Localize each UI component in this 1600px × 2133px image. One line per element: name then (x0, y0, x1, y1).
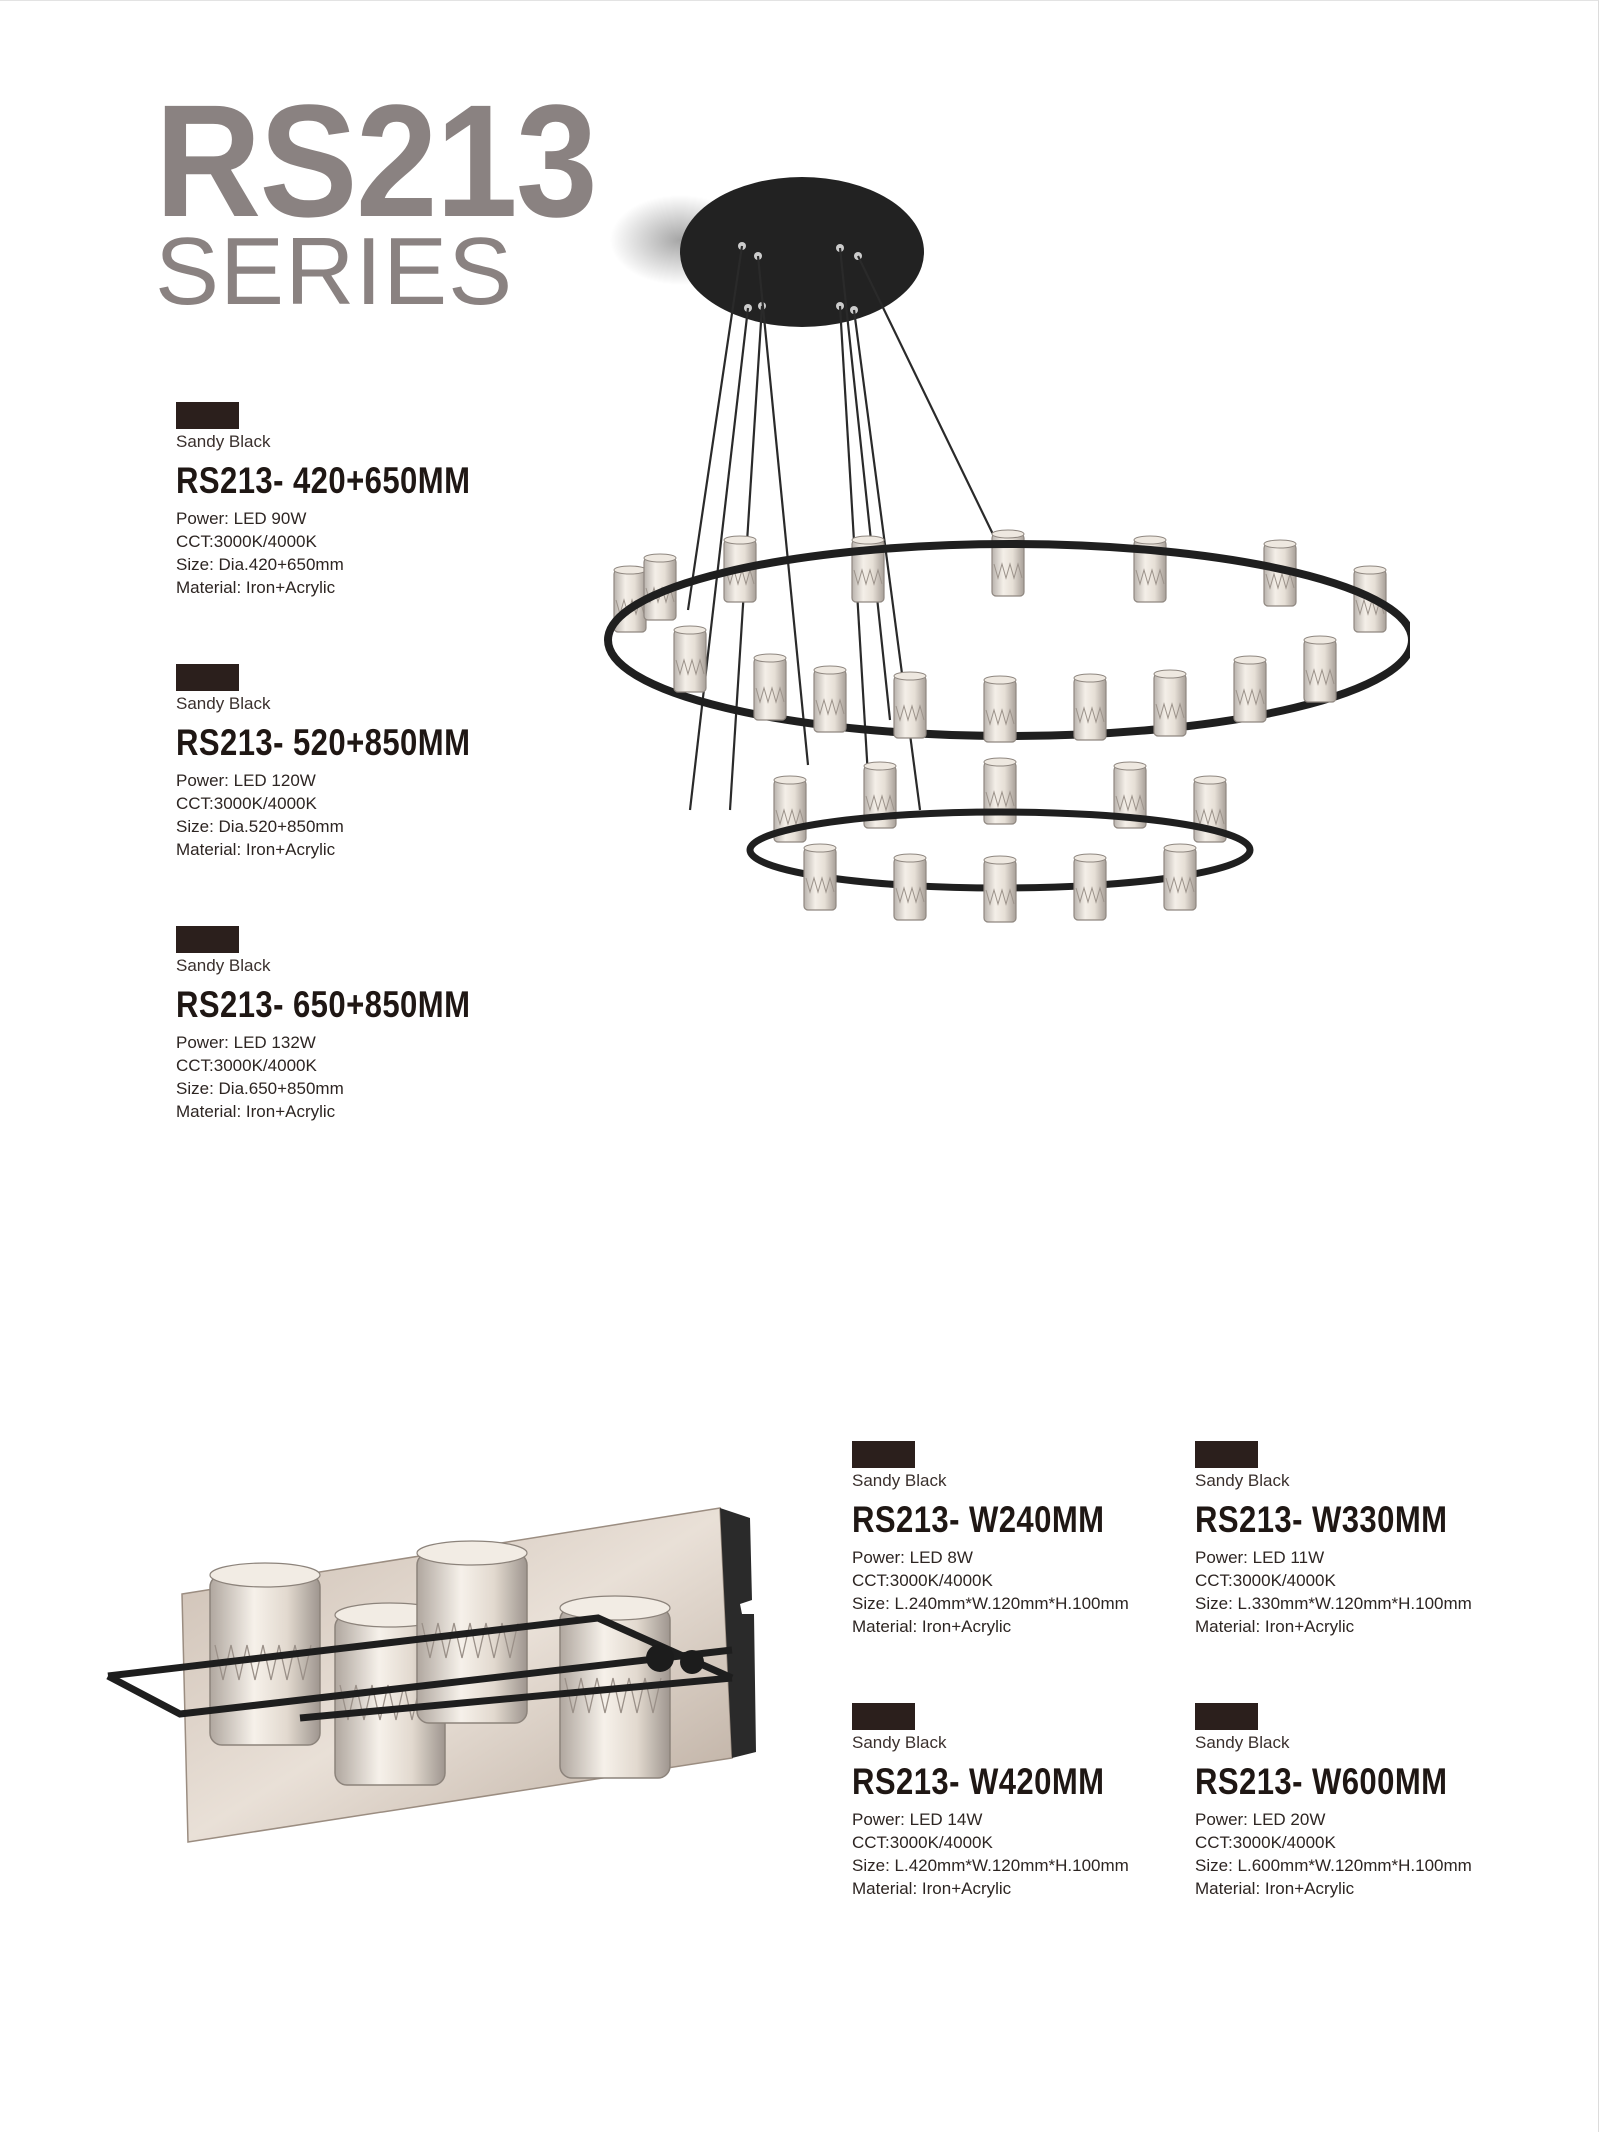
model-number: RS213- 420+650MM (176, 460, 471, 501)
spec-block (176, 664, 536, 861)
spec-size: Size: L.240mm*W.120mm*H.100mm (852, 1594, 1129, 1613)
spec-power: Power: LED 20W (1195, 1810, 1326, 1829)
spec-size: Size: L.330mm*W.120mm*H.100mm (1195, 1594, 1472, 1613)
model-number: RS213- W600MM (1195, 1761, 1448, 1802)
spec-cct: CCT:3000K/4000K (176, 532, 317, 551)
series-code: RS213 (155, 71, 596, 250)
spec-power: Power: LED 11W (1195, 1548, 1325, 1567)
spec-size: Size: Dia.420+650mm (176, 555, 344, 574)
color-swatch (852, 1703, 915, 1730)
color-name: Sandy Black (1195, 1733, 1290, 1752)
color-swatch (1195, 1441, 1258, 1468)
spec-block (176, 402, 536, 599)
spec-size: Size: L.600mm*W.120mm*H.100mm (1195, 1856, 1472, 1875)
spec-size: Size: Dia.650+850mm (176, 1079, 344, 1098)
color-name: Sandy Black (176, 694, 271, 713)
model-number: RS213- W330MM (1195, 1499, 1448, 1540)
color-name: Sandy Black (176, 432, 271, 451)
lower-ring (750, 758, 1250, 922)
spec-cct: CCT:3000K/4000K (1195, 1833, 1336, 1852)
series-word: SERIES (155, 218, 514, 325)
spec-power: Power: LED 132W (176, 1033, 316, 1052)
spec-block (852, 1703, 1212, 1900)
model-number: RS213- 520+850MM (176, 722, 471, 763)
spec-cct: CCT:3000K/4000K (176, 794, 317, 813)
spec-material: Material: Iron+Acrylic (176, 578, 336, 597)
color-swatch (176, 664, 239, 691)
spec-block (176, 926, 536, 1123)
spec-block (1195, 1703, 1555, 1900)
series-title (155, 71, 634, 325)
model-number: RS213- W240MM (852, 1499, 1105, 1540)
chandelier-image (590, 160, 1410, 1140)
color-name: Sandy Black (176, 956, 271, 975)
ceiling-canopy (680, 177, 924, 327)
spec-block (852, 1441, 1212, 1638)
upper-ring (608, 530, 1410, 742)
spec-block (1195, 1441, 1555, 1638)
spec-size: Size: Dia.520+850mm (176, 817, 344, 836)
wall-lamp-image (100, 1490, 760, 1850)
spec-cct: CCT:3000K/4000K (852, 1571, 993, 1590)
spec-size: Size: L.420mm*W.120mm*H.100mm (852, 1856, 1129, 1875)
color-name: Sandy Black (852, 1471, 947, 1490)
spec-power: Power: LED 14W (852, 1810, 983, 1829)
model-number: RS213- W420MM (852, 1761, 1105, 1802)
color-swatch (852, 1441, 915, 1468)
spec-power: Power: LED 120W (176, 771, 316, 790)
spec-material: Material: Iron+Acrylic (852, 1879, 1012, 1898)
color-swatch (176, 926, 239, 953)
color-swatch (1195, 1703, 1258, 1730)
model-number: RS213- 650+850MM (176, 984, 471, 1025)
spec-material: Material: Iron+Acrylic (1195, 1879, 1355, 1898)
mount-knob (646, 1644, 674, 1672)
spec-material: Material: Iron+Acrylic (176, 840, 336, 859)
spec-power: Power: LED 8W (852, 1548, 973, 1567)
spec-power: Power: LED 90W (176, 509, 307, 528)
spec-material: Material: Iron+Acrylic (1195, 1617, 1355, 1636)
spec-material: Material: Iron+Acrylic (176, 1102, 336, 1121)
color-name: Sandy Black (852, 1733, 947, 1752)
color-swatch (176, 402, 239, 429)
spec-cct: CCT:3000K/4000K (1195, 1571, 1336, 1590)
mount-knob (680, 1650, 704, 1674)
spec-material: Material: Iron+Acrylic (852, 1617, 1012, 1636)
spec-cct: CCT:3000K/4000K (176, 1056, 317, 1075)
color-name: Sandy Black (1195, 1471, 1290, 1490)
spec-cct: CCT:3000K/4000K (852, 1833, 993, 1852)
